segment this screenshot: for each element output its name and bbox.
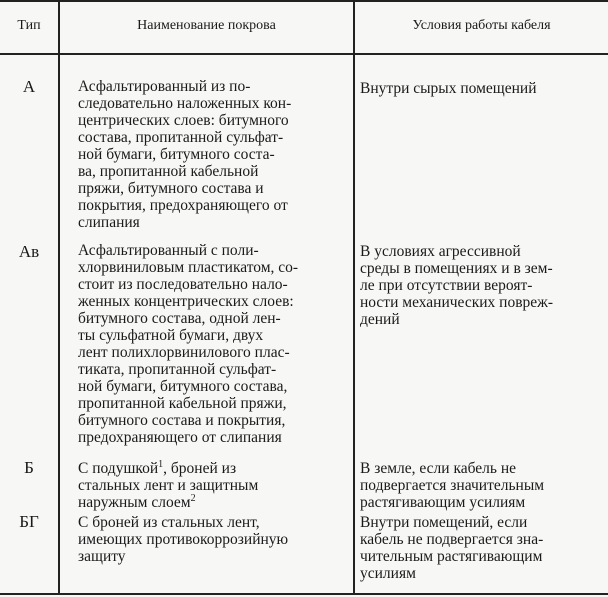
header-name: Наименование покрова (137, 18, 276, 33)
column-divider-1 (58, 0, 60, 594)
header-border (0, 53, 608, 55)
row-type-bg: БГ (19, 512, 39, 531)
row-name-bg: С броней из стальных лент, имеющих противокоррозийную защиту (78, 514, 289, 565)
row-name-b (78, 460, 348, 511)
top-border (0, 0, 608, 2)
header-conditions: Условия работы кабеля (412, 18, 551, 33)
row-type-a: А (22, 77, 36, 96)
row-conditions-av: В условиях агрессивной среды в помещениях и в зем- ле при отсутствии вероят- ности механических повреж- дений (360, 243, 554, 328)
row-conditions-a: Внутри сырых помещений (360, 80, 537, 97)
row-conditions-b: В земле, если кабель не подвергается значительным растягивающим усилиям (360, 460, 545, 511)
row-conditions-bg: Внутри помещений, если кабель не подвергается зна- чительным растягивающим усилиям (360, 514, 544, 582)
column-divider-2 (353, 0, 355, 594)
row-name-av: Асфальтированный с поли- хлорвиниловым пластикатом, со- стоит из последовательно нало- женных концентрических слоев: битумного состава, одной лен- ты сульфатной бумаги, двух лент полихлорвинилового плас- тиката, пропитанной сульфат- ной бумаги, битумного состава, пропитанной кабельной пряжи, битумного состава и покрытия, предохраняющего от слипания (78, 242, 299, 446)
row-name-b-part2: , броней из стальных лент и защитным наружным слоем (78, 460, 259, 511)
row-name-a: Асфальтированный из по- следовательно наложенных кон- центрических слоев: битумного состава, пропитанной сульфат- ной бумаги, битумного соста- ва, пропитанной кабельной пряжи, битумного состава и покрытия, предохраняющего от слипания (78, 78, 292, 231)
header-type: Тип (17, 18, 41, 33)
bottom-border (0, 593, 608, 595)
row-type-av: Ав (18, 242, 40, 261)
footnote-1: 1 (158, 458, 164, 470)
row-name-b-part1: С подушкой (78, 460, 159, 477)
footnote-2: 2 (190, 492, 196, 504)
row-type-b: Б (24, 458, 34, 477)
